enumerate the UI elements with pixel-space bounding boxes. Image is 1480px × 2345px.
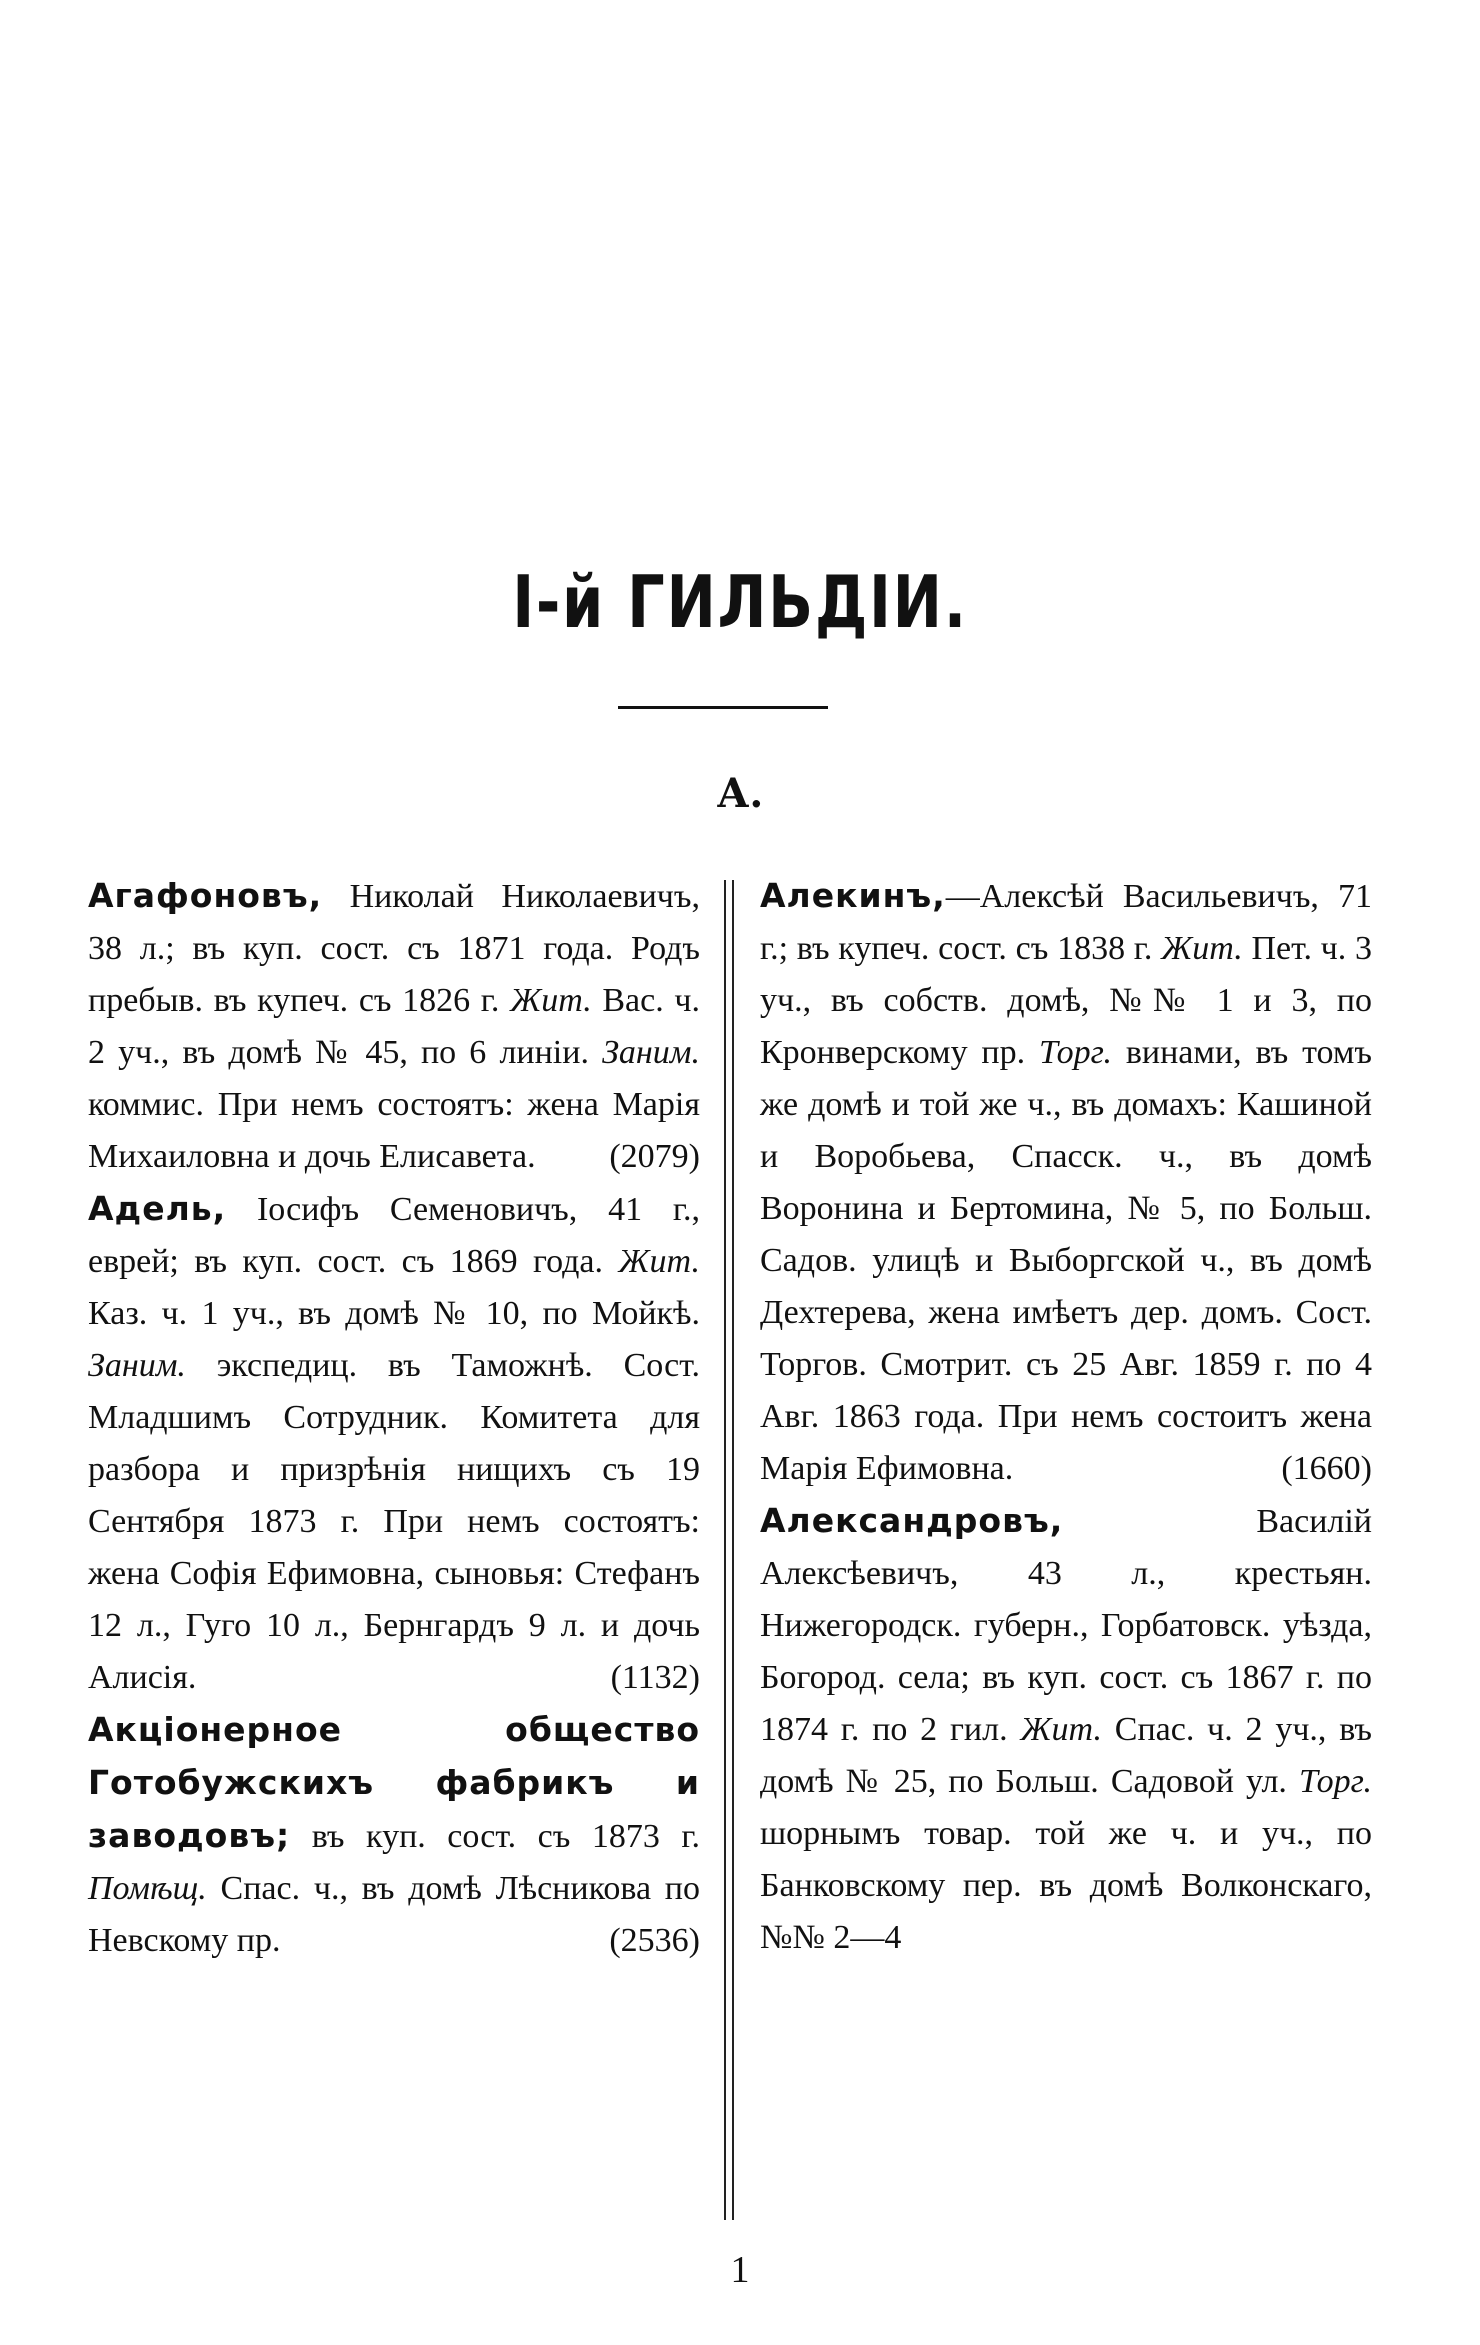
entry-name: Алекинъ,	[760, 876, 946, 915]
entry-italic: Заним.	[88, 1347, 186, 1384]
entry-italic: Жит.	[618, 1243, 700, 1280]
page-number: 1	[730, 2249, 750, 2291]
directory-entry	[88, 1183, 700, 1704]
entry-text: —Алексѣй Васильевичъ, 71 г.; въ купеч. сост. съ 1838 г.	[760, 878, 1372, 967]
directory-entry	[760, 1495, 1372, 1964]
entry-reference: (2536)	[609, 1922, 700, 1959]
entry-text: Спас. ч. 2 уч., въ домѣ № 25, по Больш. Садовой ул.	[760, 1711, 1372, 1800]
entry-text: Вас. ч. 2 уч., въ домѣ № 45, по 6 линіи.	[88, 982, 700, 1071]
entry-text: Василій Алексѣевичъ, 43 л., крестьян. Нижегородск. губерн., Горбатовск. уѣзда, Богород. села; въ куп. сост. съ 1867 г. по 1874 г. по 2 гил.	[760, 1503, 1372, 1748]
right-column	[760, 870, 1372, 1964]
entry-reference: (1660)	[1281, 1450, 1372, 1487]
entry-italic: Жит.	[1161, 930, 1243, 967]
directory-entry	[88, 870, 700, 1183]
entry-text: въ куп. сост. съ 1873 г.	[290, 1818, 700, 1855]
column-divider	[724, 880, 734, 2220]
entry-name: Александровъ,	[760, 1501, 1064, 1540]
entry-text: Николай Николаевичъ, 38 л.; въ куп. сост. съ 1871 года. Родъ пребыв. въ купеч. съ 1826 г.	[88, 878, 700, 1019]
page-title: I-й ГИЛЬДІИ.	[512, 560, 968, 644]
entry-italic: Помѣщ.	[88, 1870, 207, 1907]
entry-text: экспедиц. въ Таможнѣ. Сост. Младшимъ Сотрудник. Комитета для разбора и призрѣнія нищихъ съ 19 Сентября 1873 г. При немъ состоятъ: жена Софія Ефимовна, сыновья: Стефанъ 12 л., Гуго 10 л., Бернгардъ 9 л. и дочь Алисія.	[88, 1347, 700, 1696]
entry-text: шорнымъ товар. той же ч. и уч., по Банковскому пер. въ домѣ Волконскаго, №№ 2—4	[760, 1815, 1372, 1956]
entry-text: винами, въ томъ же домѣ и той же ч., въ домахъ: Кашиной и Воробьева, Спасск. ч., въ домѣ Воронина и Бертомина, № 5, по Больш. Садов. улицѣ и Выборгской ч., въ домѣ Дехтерева, жена имѣетъ дер. домъ. Сост. Торгов. Смотрит. съ 25 Авг. 1859 г. по 4 Авг. 1863 года. При немъ состоитъ жена Марія Ефимовна.	[760, 1034, 1372, 1487]
entry-italic: Заним.	[602, 1034, 700, 1071]
entry-text: Пет. ч. 3 уч., въ собств. домѣ, №№ 1 и 3, по Кронверскому пр.	[760, 930, 1372, 1071]
entry-text: коммис. При немъ состоятъ: жена Марія Михаиловна и дочь Елисавета.	[88, 1086, 700, 1175]
entry-name: Акціонерное общество Готобужскихъ фабрикъ и заводовъ;	[88, 1710, 700, 1855]
entry-name: Адель,	[88, 1189, 227, 1228]
entry-text: Каз. ч. 1 уч., въ домѣ № 10, по Мойкѣ.	[88, 1295, 700, 1332]
entry-reference: (2079)	[609, 1138, 700, 1175]
title-divider	[618, 706, 828, 709]
entry-italic: Торг.	[1039, 1034, 1112, 1071]
entry-italic: Торг.	[1299, 1763, 1372, 1800]
entry-italic: Жит.	[510, 982, 592, 1019]
directory-entry	[88, 1704, 700, 1967]
section-letter: А.	[716, 770, 764, 817]
entry-reference: (1132)	[610, 1659, 700, 1696]
left-column	[88, 870, 700, 1967]
entry-name: Агафоновъ,	[88, 876, 323, 915]
directory-entry	[760, 870, 1372, 1495]
entry-text: Іосифъ Семеновичъ, 41 г., еврей; въ куп. сост. съ 1869 года.	[88, 1191, 700, 1280]
entry-text: Спас. ч., въ домѣ Лѣсникова по Невскому пр.	[88, 1870, 700, 1959]
entry-italic: Жит.	[1020, 1711, 1102, 1748]
